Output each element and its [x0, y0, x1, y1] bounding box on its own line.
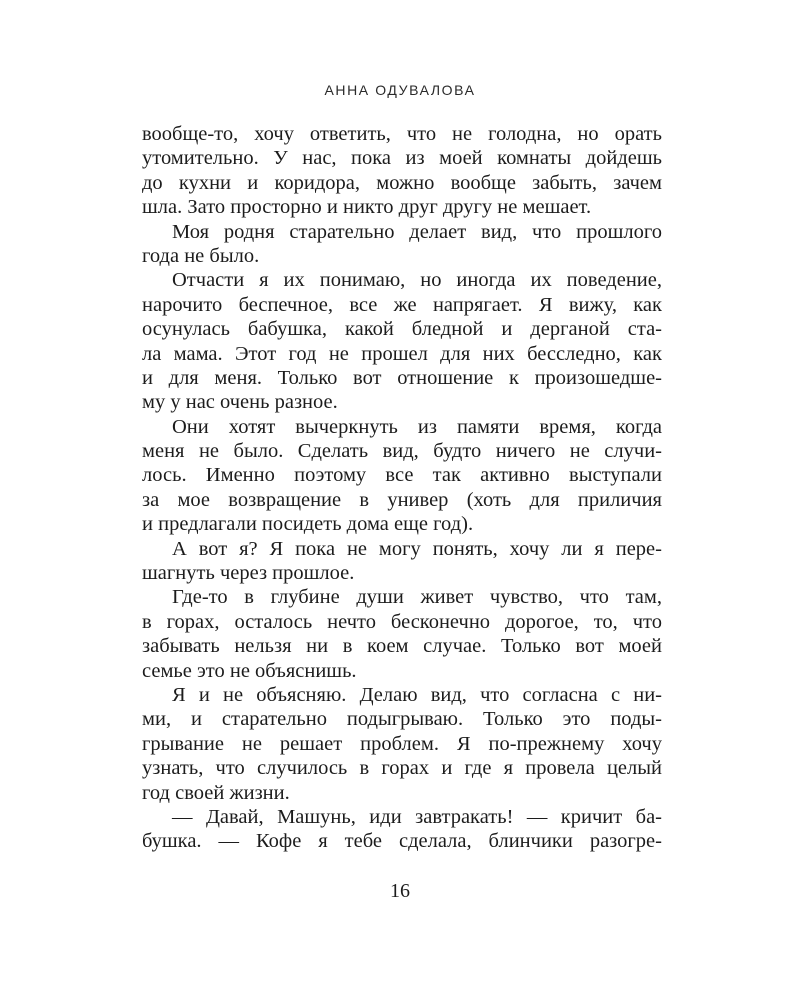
text-line: осунулась бабушка, какой бледной и дерганой ста- — [142, 318, 662, 341]
text-line: до кухни и коридора, можно вообще забыть, зачем — [142, 171, 662, 194]
text-line: — Давай, Машунь, иди завтракать! — кричит ба- — [172, 805, 662, 828]
text-line: шла. Зато просторно и никто друг другу не мешает. — [142, 196, 592, 219]
running-head: АННА ОДУВАЛОВА — [324, 82, 476, 98]
text-line: ми, и старательно подыгрываю. Только это поды- — [142, 708, 662, 731]
text-line: Я и не объясняю. Делаю вид, что согласна с ни- — [172, 683, 662, 706]
text-line: Где-то в глубине души живет чувство, что там, — [172, 586, 662, 609]
text-line: ла мама. Этот год не прошел для них бесследно, как — [142, 342, 662, 365]
text-line: года не было. — [142, 244, 260, 267]
text-line: в горах, осталось нечто бесконечно дорогое, то, что — [142, 610, 662, 633]
text-line: му у нас очень разное. — [142, 391, 338, 414]
body-text — [142, 122, 662, 854]
text-line: и для меня. Только вот отношение к произошедше- — [142, 366, 662, 389]
text-line: лось. Именно поэтому все так активно выступали — [142, 464, 662, 487]
text-line: вообще-то, хочу ответить, что не голодна, но орать — [142, 123, 662, 145]
text-line: шагнуть через прошлое. — [142, 562, 355, 585]
text-line: Отчасти я их понимаю, но иногда их поведение, — [172, 269, 662, 292]
text-line: А вот я? Я пока не могу понять, хочу ли я пере- — [172, 537, 662, 560]
text-line: меня не было. Сделать вид, будто ничего не случи- — [142, 440, 662, 463]
text-line: за мое возвращение в универ (хоть для приличия — [142, 488, 662, 511]
text-line: грывание не решает проблем. Я по-прежнему хочу — [142, 732, 662, 755]
text-line: забывать нельзя ни в коем случае. Только вот моей — [142, 635, 662, 658]
text-line: и предлагали посидеть дома еще год). — [142, 513, 474, 536]
text-line: Моя родня старательно делает вид, что прошлого — [172, 220, 662, 243]
text-line: бушка. — Кофе я тебе сделала, блинчики разогре- — [142, 830, 662, 853]
text-line: Они хотят вычеркнуть из памяти время, когда — [172, 415, 662, 438]
text-line: узнать, что случилось в горах и где я провела целый — [142, 757, 662, 780]
text-line: утомительно. У нас, пока из моей комнаты дойдешь — [142, 147, 662, 170]
text-line: семье это не объяснишь. — [142, 659, 357, 682]
page-number: 16 — [390, 880, 410, 902]
text-line: нарочито беспечное, все же напрягает. Я вижу, как — [142, 293, 662, 316]
text-line: год своей жизни. — [142, 781, 290, 804]
